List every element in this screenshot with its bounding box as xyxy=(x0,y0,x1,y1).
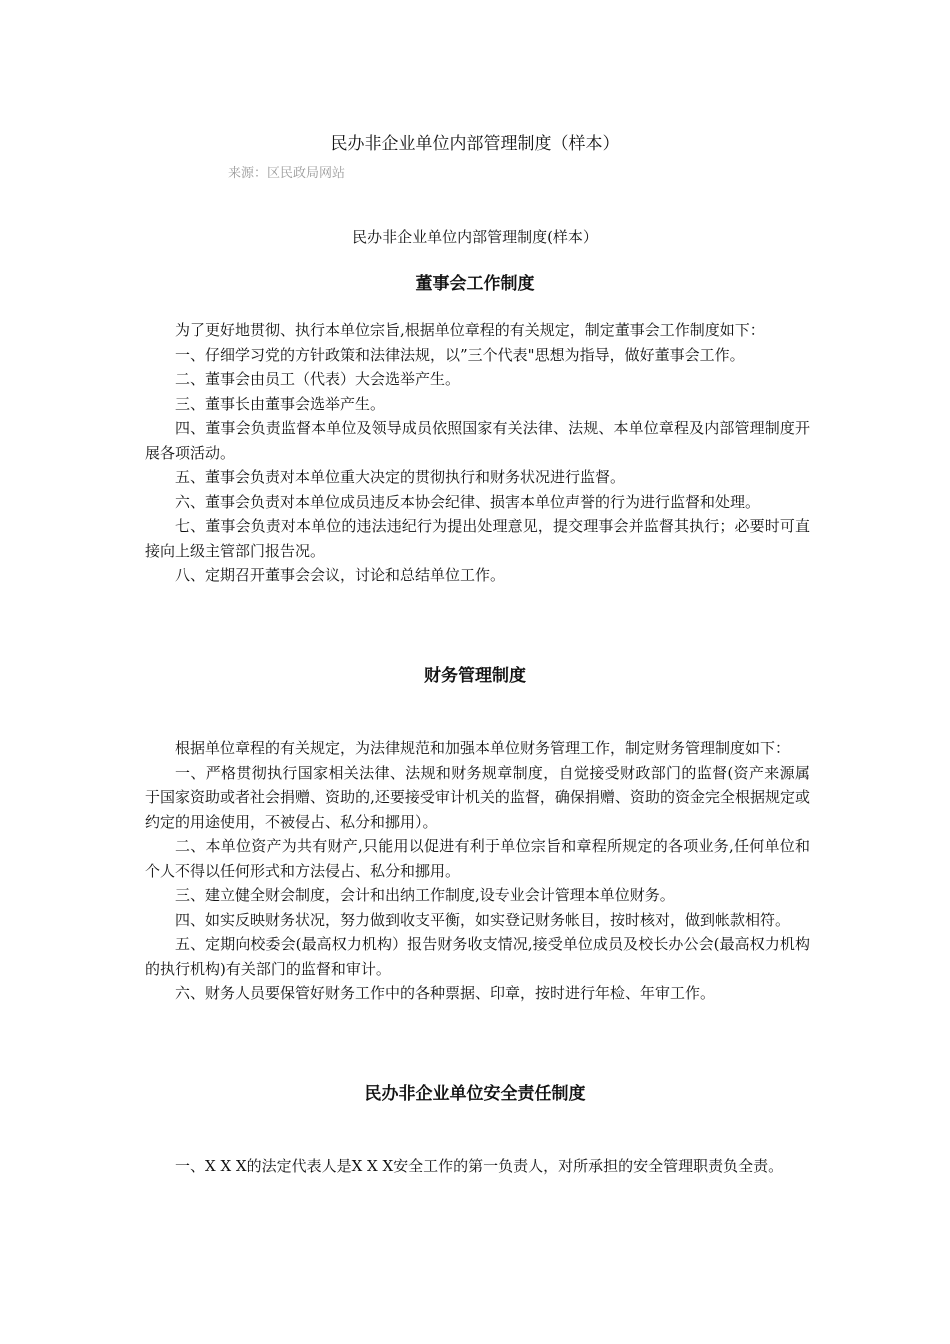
document-subtitle: 民办非企业单位内部管理制度(样本） xyxy=(352,228,598,246)
paragraph: 五、定期向校委会(最高权力机构）报告财务收支情况,接受单位成员及校长办公会(最高权力机构的执行机构)有关部门的监督和审计。 xyxy=(145,935,810,978)
section-body-finance xyxy=(145,736,810,1006)
section-heading-board: 董事会工作制度 xyxy=(415,274,535,294)
section-body-safety xyxy=(145,1154,810,1179)
paragraph: 一、仔细学习党的方针政策和法律法规，以”三个代表"思想为指导，做好董事会工作。 xyxy=(175,345,745,364)
paragraph: 二、董事会由员工（代表）大会选举产生。 xyxy=(175,370,461,388)
paragraph: 八、定期召开董事会会议，讨论和总结单位工作。 xyxy=(175,566,506,584)
paragraph: 三、董事长由董事会选举产生。 xyxy=(175,394,386,413)
paragraph: 一、严格贯彻执行国家相关法律、法规和财务规章制度，自觉接受财政部门的监督(资产来源属于国家资助或者社会捐赠、资助的,还要接受审计机关的监督，确保捐赠、资助的资金完全根据规定或约定的用途使用，不被侵占、私分和挪用）。 xyxy=(145,763,810,831)
section-body-board xyxy=(145,318,810,588)
page-title: 民办非企业单位内部管理制度（样本） xyxy=(330,134,620,154)
section-heading-finance: 财务管理制度 xyxy=(424,666,526,686)
paragraph: 五、董事会负责对本单位重大决定的贯彻执行和财务状况进行监督。 xyxy=(175,468,626,486)
section-heading-safety: 民办非企业单位安全责任制度 xyxy=(364,1084,586,1104)
paragraph: 一、X X X的法定代表人是X X X安全工作的第一负责人，对所承担的安全管理职责负全责。 xyxy=(175,1157,784,1175)
paragraph: 为了更好地贯彻、执行本单位宗旨,根据单位章程的有关规定，制定董事会工作制度如下： xyxy=(175,321,765,339)
paragraph: 四、如实反映财务状况，努力做到收支平衡，如实登记财务帐目，按时核对，做到帐款相符。 xyxy=(175,910,791,929)
paragraph: 二、本单位资产为共有财产,只能用以促进有利于单位宗旨和章程所规定的各项业务,任何单位和个人不得以任何形式和方法侵占、私分和挪用。 xyxy=(145,837,810,880)
paragraph: 四、董事会负责监督本单位及领导成员依照国家有关法律、法规、本单位章程及内部管理制度开展各项活动。 xyxy=(145,419,810,462)
paragraph: 三、建立健全财会制度，会计和出纳工作制度,设专业会计管理本单位财务。 xyxy=(175,886,675,904)
paragraph: 六、财务人员要保管好财务工作中的各种票据、印章，按时进行年检、年审工作。 xyxy=(175,984,716,1002)
source-line: 来源：区民政局网站 xyxy=(228,166,346,181)
paragraph: 七、董事会负责对本单位的违法违纪行为提出处理意见，提交理事会并监督其执行；必要时可直接向上级主管部门报告况。 xyxy=(145,517,810,560)
paragraph: 六、董事会负责对本单位成员违反本协会纪律、损害本单位声誉的行为进行监督和处理。 xyxy=(175,492,761,511)
paragraph: 根据单位章程的有关规定，为法律规范和加强本单位财务管理工作，制定财务管理制度如下： xyxy=(175,739,791,757)
